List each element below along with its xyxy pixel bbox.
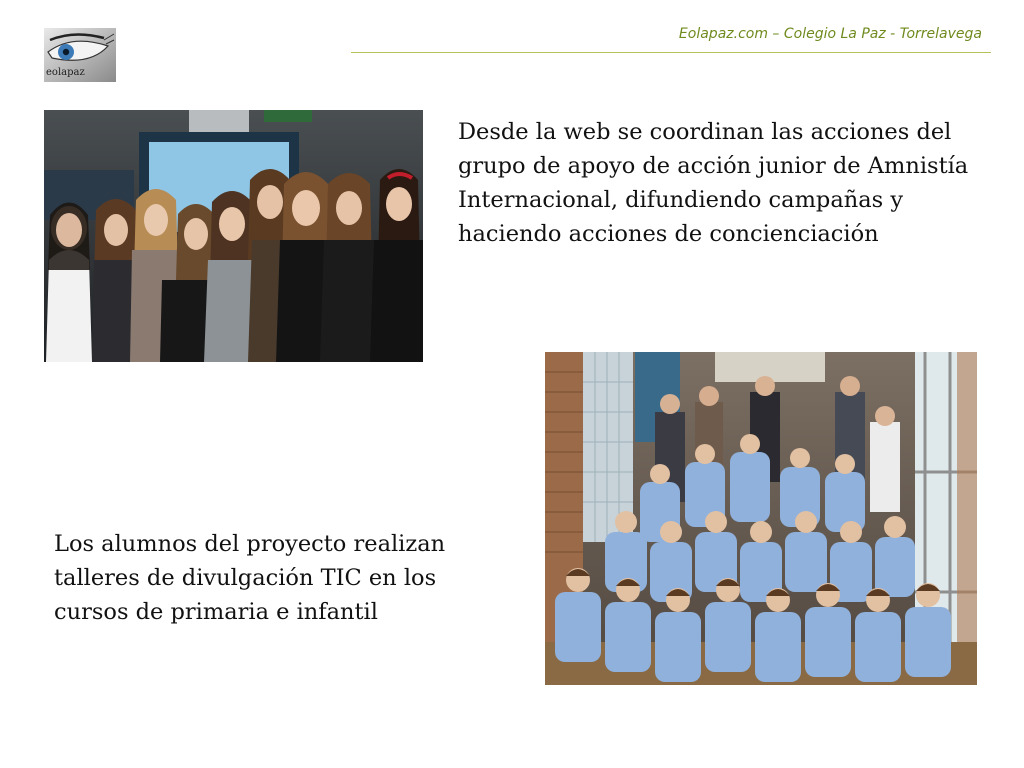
caption-line: cursos de primaria e infantil [54, 599, 378, 625]
header-divider [351, 52, 991, 53]
caption-line: haciendo acciones de concienciación [458, 221, 879, 247]
caption-line: Desde la web se coordinan las acciones del [458, 119, 952, 145]
caption-line: Los alumnos del proyecto realizan [54, 531, 446, 557]
eolapaz-logo [44, 28, 116, 82]
caption-line: grupo de apoyo de acción junior de Amnistía [458, 153, 969, 179]
caption-line: Internacional, difundiendo campañas y [458, 187, 904, 213]
header-title: Eolapaz.com – Colegio La Paz - Torrelavega [678, 26, 982, 42]
amnesty-group-photo [44, 110, 423, 362]
caption-line: talleres de divulgación TIC en los [54, 565, 437, 591]
schoolchildren-group-photo [545, 352, 977, 685]
tic-workshops-caption [54, 527, 484, 629]
amnesty-caption [458, 115, 988, 251]
logo-text: eolapaz [46, 67, 85, 78]
